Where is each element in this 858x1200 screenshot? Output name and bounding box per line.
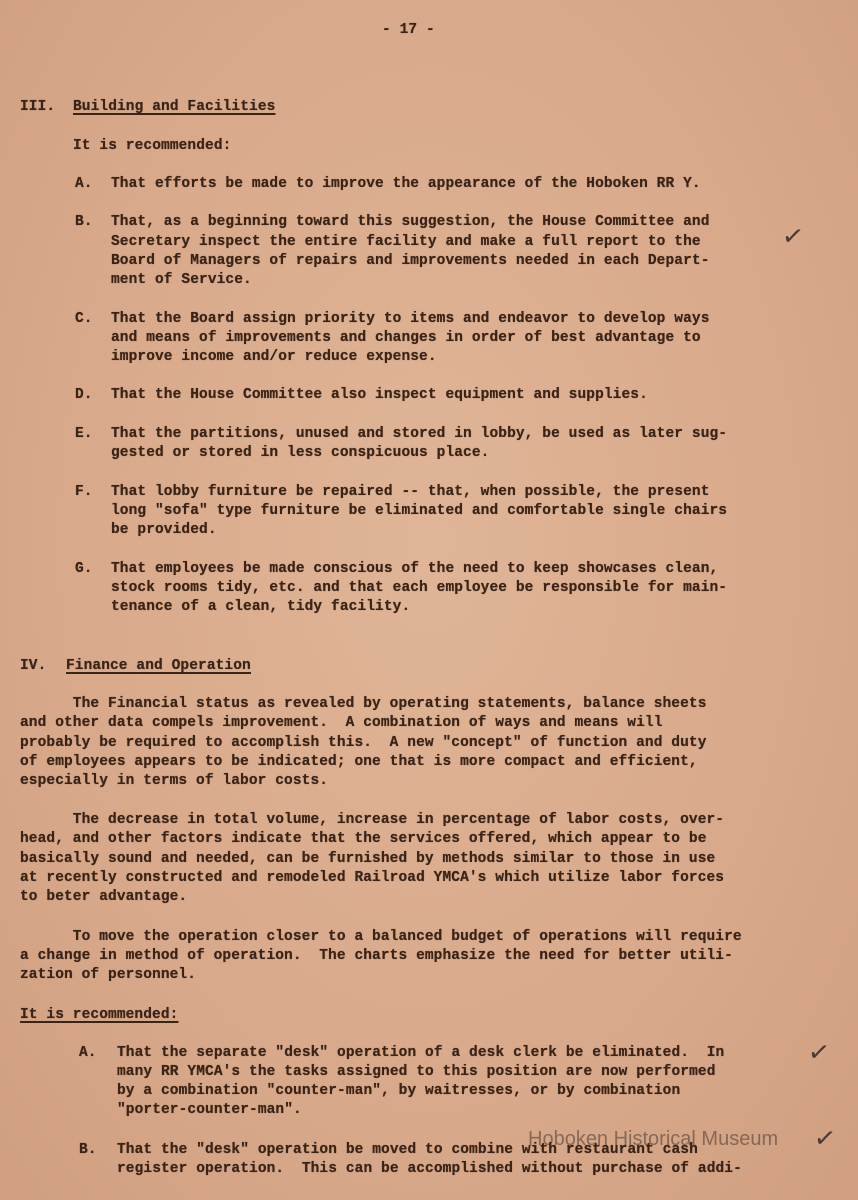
- watermark: Hoboken Historical Museum: [528, 1128, 779, 1150]
- section-3-number: III.: [20, 99, 56, 115]
- item-text-line: stock rooms tidy, etc. and that each employee be responsible for main-: [111, 580, 728, 596]
- item-letter: A.: [79, 1045, 97, 1061]
- paragraph-line: a change in method of operation. The charts emphasize the need for better utili-: [20, 948, 733, 964]
- section-4-number: IV.: [20, 658, 47, 674]
- item-text-line: be provided.: [111, 522, 217, 538]
- item-letter: E.: [75, 426, 93, 442]
- item-text-line: and means of improvements and changes in order of best advantage to: [111, 330, 701, 346]
- item-letter: D.: [75, 387, 93, 403]
- item-text-line: Board of Managers of repairs and improvements needed in each Depart-: [111, 253, 710, 269]
- item-text-line: Secretary inspect the entire facility and make a full report to the: [111, 234, 701, 250]
- item-text-line: gested or stored in less conspicuous place.: [111, 445, 490, 461]
- item-text-line: long "sofa" type furniture be eliminated and comfortable single chairs: [111, 503, 728, 519]
- item-letter: F.: [75, 484, 93, 500]
- item-text-line: register operation. This can be accomplished without purchase of addi-: [117, 1161, 742, 1177]
- item-letter: B.: [75, 214, 93, 230]
- item-text-line: That the House Committee also inspect equipment and supplies.: [111, 387, 648, 403]
- check-mark-icon: ✓: [780, 220, 806, 254]
- item-text-line: tenance of a clean, tidy facility.: [111, 599, 411, 615]
- paragraph-line: To move the operation closer to a balanced budget of operations will require: [20, 929, 742, 945]
- paragraph-line: zation of personnel.: [20, 967, 197, 983]
- paragraph-line: basically sound and needed, can be furnished by methods similar to those in use: [20, 851, 716, 867]
- section-4-title: Finance and Operation: [66, 658, 251, 674]
- item-text-line: ment of Service.: [111, 272, 252, 288]
- paragraph-line: to beter advantage.: [20, 889, 188, 905]
- item-letter: C.: [75, 311, 93, 327]
- item-text-line: "porter-counter-man".: [117, 1102, 302, 1118]
- item-letter: B.: [79, 1142, 97, 1158]
- item-letter: A.: [75, 176, 93, 192]
- item-text-line: That lobby furniture be repaired -- that, when possible, the present: [111, 484, 710, 500]
- paragraph-line: The decrease in total volume, increase in percentage of labor costs, over-: [20, 812, 725, 828]
- item-text-line: That, as a beginning toward this suggestion, the House Committee and: [111, 214, 710, 230]
- check-mark-icon: ✓: [812, 1122, 838, 1156]
- section-3-title: Building and Facilities: [73, 99, 276, 115]
- paragraph-line: of employees appears to be indicated; one that is more compact and efficient,: [20, 754, 698, 770]
- section-3-intro: It is recommended:: [73, 138, 232, 154]
- page-number: - 17 -: [382, 22, 435, 38]
- item-text-line: That employees be made conscious of the need to keep showcases clean,: [111, 561, 719, 577]
- item-text-line: That the separate "desk" operation of a desk clerk be eliminated. In: [117, 1045, 725, 1061]
- item-text-line: many RR YMCA's the tasks assigned to this position are now performed: [117, 1064, 716, 1080]
- paragraph-line: and other data compels improvement. A combination of ways and means will: [20, 715, 663, 731]
- item-text-line: That the partitions, unused and stored in lobby, be used as later sug-: [111, 426, 728, 442]
- paragraph-line: The Financial status as revealed by operating statements, balance sheets: [20, 696, 707, 712]
- paragraph-line: at recently constructed and remodeled Railroad YMCA's which utilize labor forces: [20, 870, 725, 886]
- check-mark-icon: ✓: [806, 1036, 832, 1070]
- item-text-line: That efforts be made to improve the appearance of the Hoboken RR Y.: [111, 176, 701, 192]
- item-letter: G.: [75, 561, 93, 577]
- item-text-line: by a combination "counter-man", by waitresses, or by combination: [117, 1083, 681, 1099]
- item-text-line: improve income and/or reduce expense.: [111, 349, 437, 365]
- paragraph-line: especially in terms of labor costs.: [20, 773, 329, 789]
- paragraph-line: head, and other factors indicate that the services offered, which appear to be: [20, 831, 707, 847]
- item-text-line: That the Board assign priority to items and endeavor to develop ways: [111, 311, 710, 327]
- recommended-heading: It is recommended:: [20, 1007, 179, 1023]
- paragraph-line: probably be required to accomplish this. A new "concept" of function and duty: [20, 735, 707, 751]
- item-text-line: That the "desk" operation be moved to combine with restaurant cash: [117, 1142, 698, 1158]
